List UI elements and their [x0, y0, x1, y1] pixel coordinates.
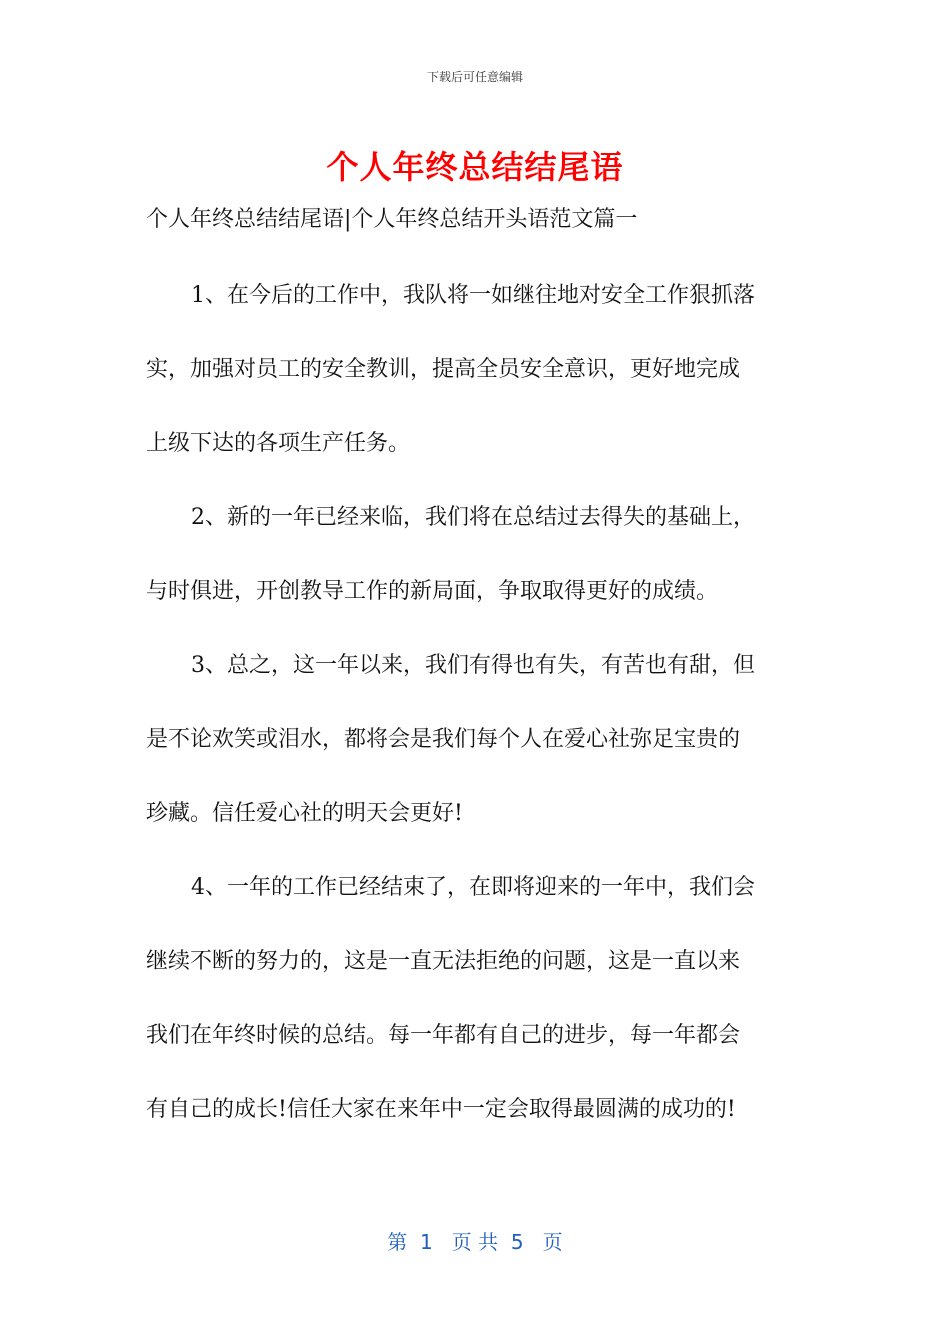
paragraph-line: 与时俱进，开创教导工作的新局面，争取取得更好的成绩。 — [146, 579, 719, 604]
paragraph-line: 是不论欢笑或泪水，都将会是我们每个人在爱心社弥足宝贵的 — [146, 727, 741, 752]
paragraph-line: 继续不断的努力的，这是一直无法拒绝的问题，这是一直以来 — [146, 949, 741, 974]
paragraph-2 — [146, 500, 806, 648]
header-note: 下载后可任意编辑 — [426, 70, 523, 84]
paragraph-line: 实，加强对员工的安全教训，提高全员安全意识，更好地完成 — [146, 357, 741, 382]
paragraph-line: 珍藏。信任爱心社的明天会更好! — [146, 801, 463, 826]
paragraph-line: 上级下达的各项生产任务。 — [146, 431, 411, 456]
document-body — [146, 278, 806, 1166]
paragraph-line: 我们在年终时候的总结。每一年都有自己的进步，每一年都会 — [146, 1023, 741, 1048]
paragraph-line: 有自己的成长!信任大家在来年中一定会取得最圆满的成功的! — [146, 1097, 736, 1122]
paragraph-line: 4、一年的工作已经结束了，在即将迎来的一年中，我们会 — [191, 875, 755, 900]
document-title: 个人年终总结结尾语 — [326, 148, 624, 186]
paragraph-1 — [146, 278, 806, 500]
subtitle: 个人年终总结结尾语|个人年终总结开头语范文篇一 — [146, 207, 638, 232]
paragraph-line: 1、在今后的工作中，我队将一如继往地对安全工作狠抓落 — [191, 283, 755, 308]
page-number-footer: 第 1 页 共 5 页 — [387, 1230, 563, 1254]
paragraph-4 — [146, 870, 806, 1166]
paragraph-3 — [146, 648, 806, 870]
paragraph-line: 3、总之，这一年以来，我们有得也有失，有苦也有甜，但 — [191, 653, 755, 678]
paragraph-line: 2、新的一年已经来临，我们将在总结过去得失的基础上， — [191, 505, 755, 530]
